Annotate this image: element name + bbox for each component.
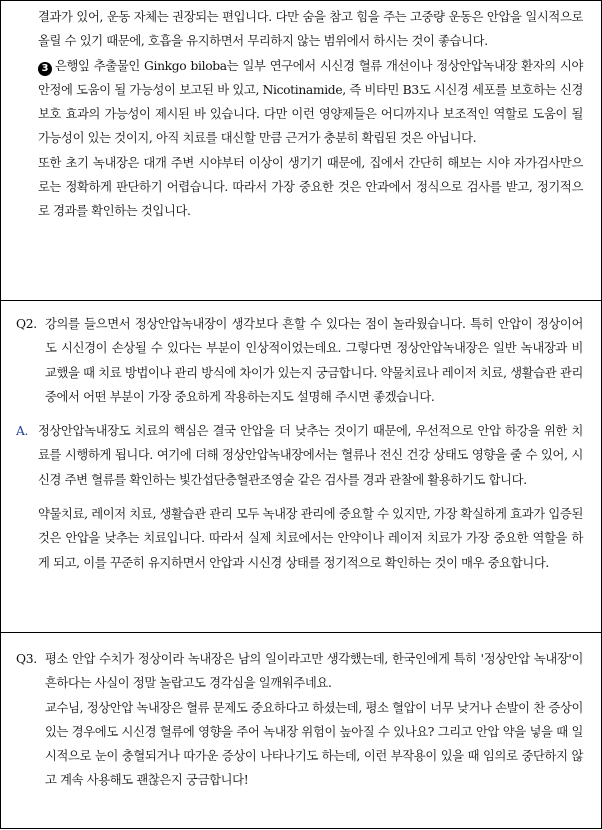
- question-paragraph-1: 평소 안압 수치가 정상이라 녹내장은 남의 일이라고만 생각했는데, 한국인에게 특히 '정상안압 녹내장'이 흔하다는 사실이 정말 놀랍고도 경각심을 일깨워주네요.: [45, 652, 583, 691]
- supplement-text: 은행잎 추출물인 Ginkgo biloba는 일부 연구에서 시신경 혈류 개선이나 정상안압녹내장 환자의 시야 안정에 도움이 될 가능성이 보고된 바 있고, Nicotinamide, 즉 비타민 B3도 시신경 세포를 보호하는 신경보호 효과의 가능성이 제시된 바 있습니다. 다만 이런 영양제들은 어디까지나 보조적인 역할로 도움이 될 가능성이 있는 것이지, 아직 치료를 대신할 만큼 근거가 충분히 확립된 것은 아닙니다.: [38, 58, 583, 146]
- qa-section-q2: [1, 300, 601, 632]
- qa-section-q3: [1, 632, 601, 830]
- question-label: Q2.: [16, 317, 37, 331]
- answer-continuation-section: [1, 1, 601, 300]
- answer-body: [38, 419, 583, 575]
- circled-number-3-icon: 3: [38, 62, 52, 76]
- answer-block: [16, 419, 583, 575]
- question-block: [16, 312, 583, 409]
- question-block: [16, 647, 583, 793]
- question-paragraph-2: 교수님, 정상안압 녹내장은 혈류 문제도 중요하다고 하셨는데, 평소 혈압이 너무 낮거나 손발이 찬 증상이 있는 경우에도 시신경 혈류에 영향을 주어 녹내장 위험이 높아질 수 있나요? 그리고 안압 약을 넣을 때 일시적으로 눈이 충혈되거나 따가운 증상이 나타나기도 하는데, 이런 부작용이 있을 때 임의로 중단하지 않고 계속 사용해도 괜찮은지 궁금합니다!: [45, 700, 583, 788]
- exercise-paragraph: 결과가 있어, 운동 자체는 권장되는 편입니다. 다만 숨을 참고 힘을 주는 고중량 운동은 안압을 일시적으로 올릴 수 있기 때문에, 호흡을 유지하면서 무리하지 않는 범위에서 하시는 것이 좋습니다.: [38, 10, 583, 49]
- answer-label: A.: [16, 424, 29, 439]
- question-body: [45, 647, 583, 793]
- supplement-paragraph: [38, 54, 583, 151]
- answer-paragraph-2: 약물치료, 레이저 치료, 생활습관 관리 모두 녹내장 관리에 중요할 수 있지만, 가장 확실하게 효과가 입증된 것은 안압을 낮추는 치료입니다. 따라서 실제 치료에서는 안약이나 레이저 치료가 가장 중요한 역할을 하게 되고, 이를 꾸준히 유지하면서 안압과 시신경 상태를 정기적으로 확인하는 것이 매우 중요합니다.: [38, 507, 583, 570]
- answer-paragraph-1: 정상안압녹내장도 치료의 핵심은 결국 안압을 더 낮추는 것이기 때문에, 우선적으로 안압 하강을 위한 치료를 시행하게 됩니다. 여기에 더해 정상안압녹내장에서는 혈류나 전신 건강 상태도 영향을 줄 수 있어, 시신경 주변 혈류를 확인하는 빛간섭단층혈관조영술 같은 검사를 경과 관찰에 활용하기도 합니다.: [38, 424, 583, 487]
- question-text: 강의를 들으면서 정상안압녹내장이 생각보다 흔할 수 있다는 점이 놀라웠습니다. 특히 안압이 정상이어도 시신경이 손상될 수 있다는 부분이 인상적이었는데요. 그렇다면 정상안압녹내장은 일반 녹내장과 비교했을 때 치료 방법이나 관리 방식에 차이가 있는지 궁금합니다. 약물치료나 레이저 치료, 생활습관 관리 중에서 어떤 부분이 가장 중요하게 작용하는지도 설명해 주시면 좋겠습니다.: [45, 317, 583, 404]
- visual-field-paragraph: 또한 초기 녹내장은 대개 주변 시야부터 이상이 생기기 때문에, 집에서 간단히 해보는 시야 자가검사만으로는 정확하게 판단하기 어렵습니다. 따라서 가장 중요한 것은 안과에서 정식으로 검사를 받고, 정기적으로 경과를 확인하는 것입니다.: [38, 155, 583, 219]
- question-label: Q3.: [16, 652, 37, 666]
